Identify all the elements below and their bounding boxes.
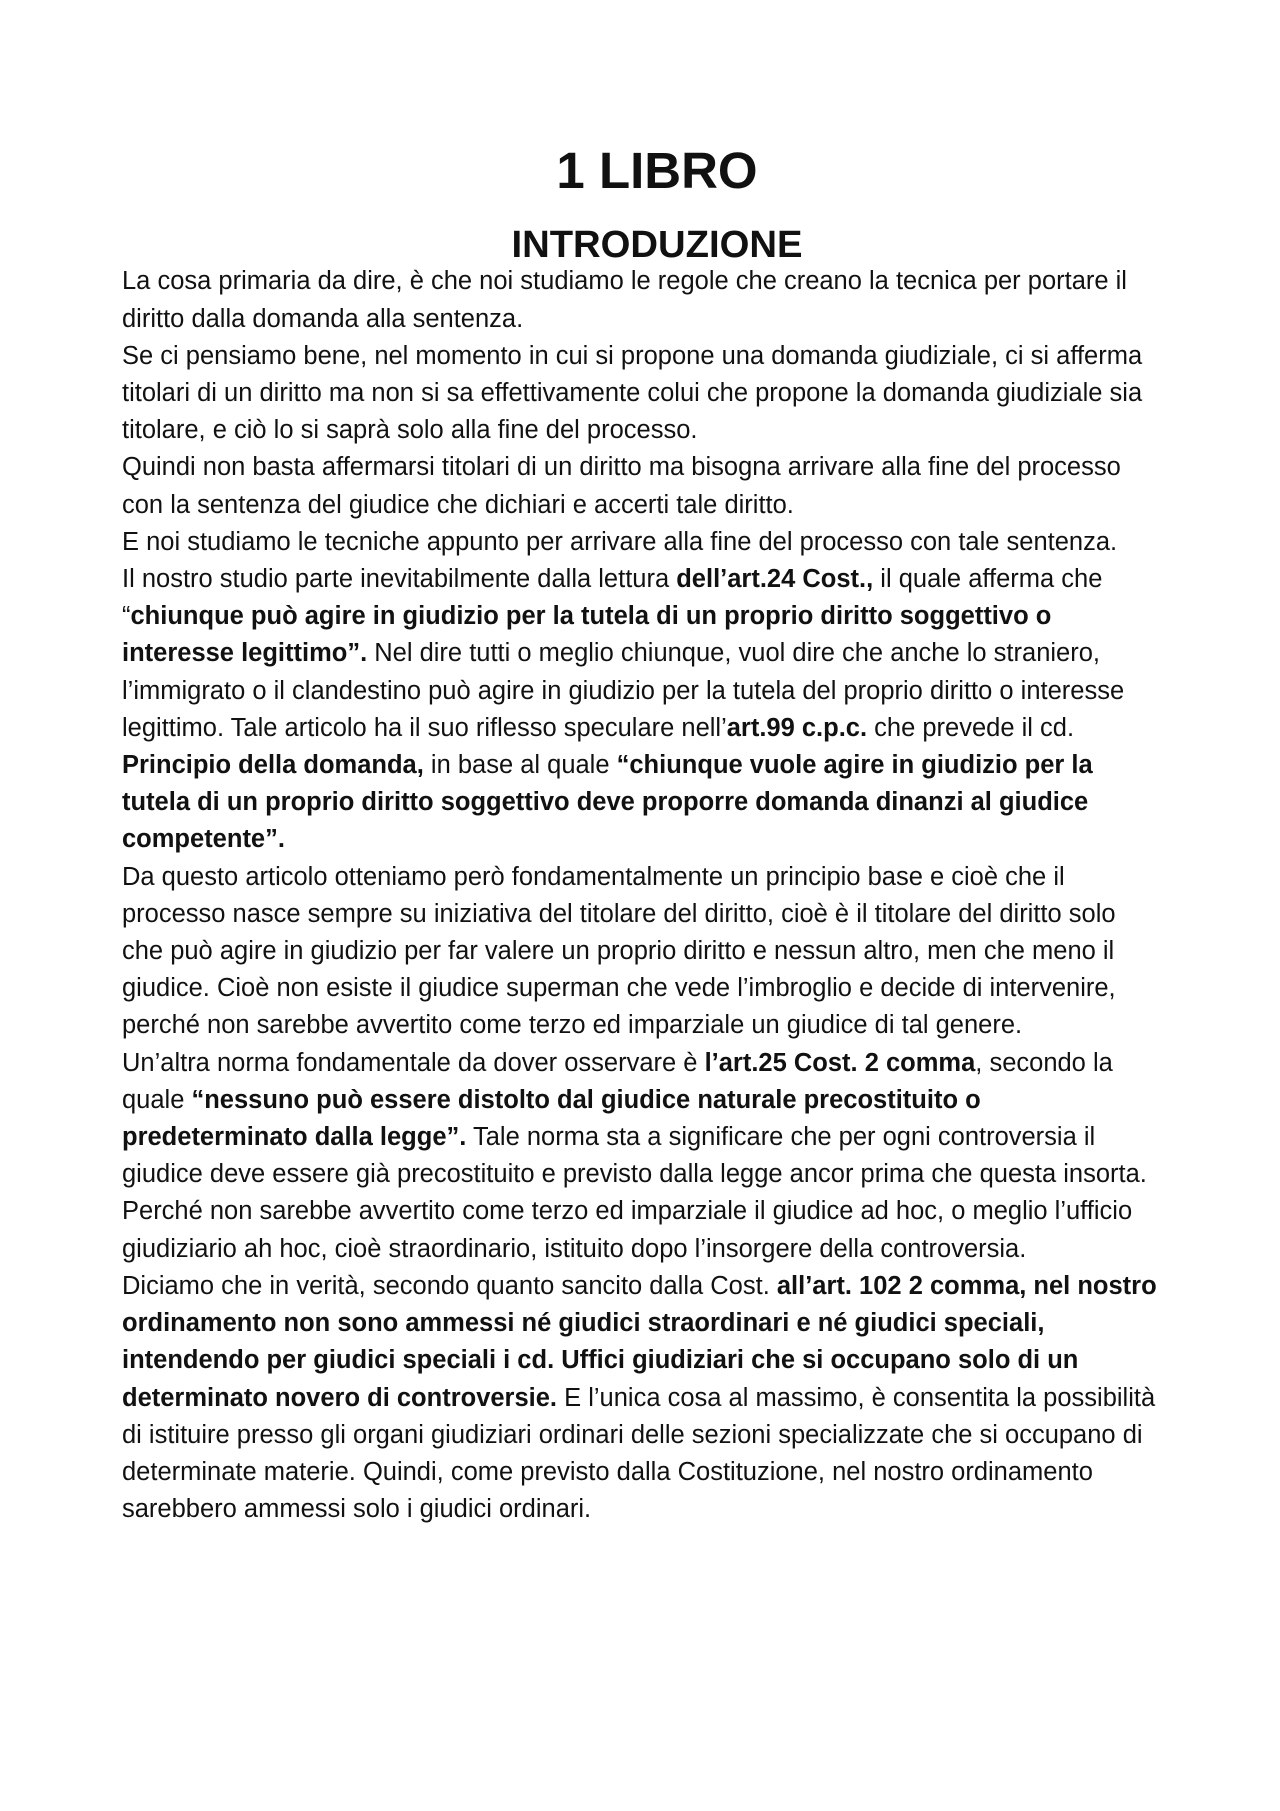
text-run: che prevede il cd. (867, 713, 1075, 742)
text-run: Nel dire tutti o meglio chiunque, vuol dire che anche lo straniero, l’immigrato o il clandestino può agire in giudizio per la tutela del proprio diritto o interesse legittimo. Tale articolo ha il suo riflesso speculare nell’ (122, 639, 1125, 742)
book-heading: 1 LIBRO (556, 142, 758, 199)
text-run: Tale norma sta a significare che per ogni controversia il giudice deve essere già precostituito e previsto dalla legge ancor prima che questa insorta. Perché non sarebbe avvertito come terzo ed imparziale il giudice ad hoc, o meglio l’ufficio giudiziario ah hoc, cioè straordinario, istituito dopo l’insorgere della controversia. (122, 1123, 1147, 1263)
text-run: Se ci pensiamo bene, nel momento in cui si propone una domanda giudiziale, ci si afferma titolari di un diritto ma non si sa effettivamente colui che propone la domanda giudiziale sia titolare, e ciò lo si saprà solo alla fine del processo. (122, 341, 1143, 445)
bold-text-run: “nessuno può essere distolto dal giudice naturale precostituito o predeterminato dalla legge”. (122, 1085, 981, 1152)
text-run: La cosa primaria da dire, è che noi studiamo le regole che creano la tecnica per portare il diritto dalla domanda alla sentenza. (122, 267, 1127, 333)
bold-text-run: all’art. 102 2 comma, nel nostro ordinamento non sono ammessi né giudici straordinari e né giudici speciali, intendendo per giudici speciali i cd. Uffici giudiziari che si occupano solo di un determinato novero di controversie. (122, 1271, 1157, 1412)
body-paragraph (122, 1268, 1162, 1528)
text-run: E l’unica cosa al massimo, è consentita la possibilità di istituire presso gli organi giudiziari ordinari delle sezioni specializzate che si occupano di determinate materie. Quindi, come previsto dalla Costituzione, nel nostro ordinamento sarebbero ammessi solo i giudici ordinari. (122, 1383, 1156, 1524)
text-run: Un’altra norma fondamentale da dover osservare è (122, 1048, 705, 1077)
body-paragraph (122, 859, 1162, 1045)
body-paragraph (122, 524, 1162, 561)
text-run: Diciamo che in verità, secondo quanto sancito dalla Cost. (122, 1271, 777, 1300)
bold-text-run: chiunque può agire in giudizio per la tutela di un proprio diritto soggettivo o interesse legittimo”. (122, 602, 1052, 668)
text-run: Da questo articolo otteniamo però fondamentalmente un principio base e cioè che il processo nasce sempre su iniziativa del titolare del diritto, cioè è il titolare del diritto solo che può agire in giudizio per far valere un proprio diritto e nessun altro, men che meno il giudice. Cioè non esiste il giudice superman che vede l’imbroglio e decide di intervenire, perché non sarebbe avvertito come terzo ed imparziale un giudice di tal genere. (122, 862, 1116, 1040)
body-paragraph (122, 1045, 1162, 1268)
section-heading: INTRODUZIONE (511, 223, 803, 267)
text-run: , secondo la quale (122, 1048, 1113, 1114)
text-run: E noi studiamo le tecniche appunto per arrivare alla fine del processo con tale sentenza. (122, 527, 1118, 556)
bold-text-run: l’art.25 Cost. 2 comma (704, 1048, 976, 1077)
body-paragraph (122, 561, 1162, 859)
body-paragraph (122, 449, 1162, 523)
bold-text-run: “chiunque vuole agire in giudizio per la tutela di un proprio diritto soggettivo deve proporre domanda dinanzi al giudice competente”. (122, 751, 1093, 854)
text-run: il quale afferma che “ (122, 565, 1103, 631)
body-paragraph (122, 338, 1162, 450)
text-run: Quindi non basta affermarsi titolari di un diritto ma bisogna arrivare alla fine del processo con la sentenza del giudice che dichiari e accerti tale diritto. (122, 453, 1121, 519)
paragraph-list (122, 263, 1162, 1528)
document-body (122, 142, 1162, 1528)
body-paragraph (122, 263, 1162, 337)
bold-text-run: dell’art.24 Cost., (676, 565, 874, 594)
text-run: Il nostro studio parte inevitabilmente dalla lettura (122, 565, 677, 594)
text-run: in base al quale (423, 751, 617, 780)
bold-text-run: art.99 c.p.c. (726, 713, 868, 742)
bold-text-run: Principio della domanda, (122, 751, 424, 780)
